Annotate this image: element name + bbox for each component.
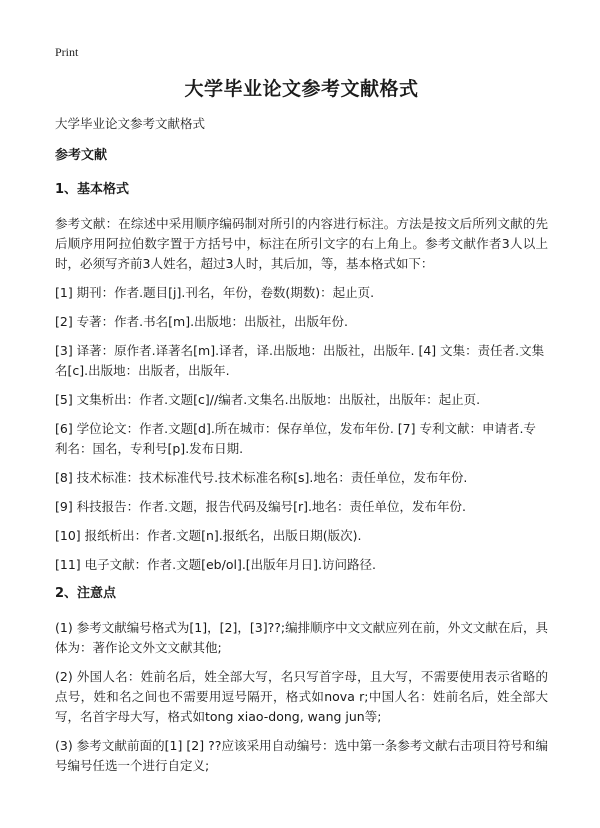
heading-basic-format: 1、基本格式: [55, 182, 130, 197]
reference-entry-6: [6] 学位论文：作者.文题[d].所在城市：保存单位，发布年份. [7] 专利文献：申请者.专利名：国名，专利号[p].发布日期.: [55, 421, 536, 456]
note-item-3: (3) 参考文献前面的[1] [2] ??应该采用自动编号：选中第一条参考文献右击项目符号和编号编号任选一个进行自定义;: [55, 738, 548, 773]
reference-entry-10: [10] 报纸析出：作者.文题[n].报纸名，出版日期(版次).: [55, 528, 362, 543]
print-label: Print: [55, 45, 79, 59]
reference-entry-5: [5] 文集析出：作者.文题[c]//编者.文集名.出版地：出版社，出版年：起止页.: [55, 392, 481, 407]
reference-entry-1: [1] 期刊：作者.题目[j].刊名，年份，卷数(期数)：起止页.: [55, 285, 375, 300]
document-title: 大学毕业论文参考文献格式: [184, 78, 419, 100]
reference-entry-8: [8] 技术标准：技术标准代号.技术标准名称[s].地名：责任单位，发布年份.: [55, 470, 468, 485]
document-subtitle: 大学毕业论文参考文献格式: [55, 116, 206, 131]
reference-entry-2: [2] 专著：作者.书名[m].出版地：出版社，出版年份.: [55, 314, 349, 329]
section-heading-references: 参考文献: [55, 148, 108, 163]
reference-entry-11: [11] 电子文献：作者.文题[eb/ol].[出版年月日].访问路径.: [55, 557, 376, 572]
heading-notes: 2、注意点: [55, 586, 117, 601]
reference-entry-3: [3] 译著：原作者.译著名[m].译者，译.出版地：出版社，出版年. [4] 文集：责任者.文集名[c].出版地：出版者，出版年.: [55, 343, 545, 378]
note-item-1: (1) 参考文献编号格式为[1]，[2]，[3]??;编排顺序中文文献应列在前，外文文献在后，具体为：著作论文外文文献其他;: [55, 620, 548, 655]
reference-entry-9: [9] 科技报告：作者.文题，报告代码及编号[r].地名：责任单位，发布年份.: [55, 499, 466, 514]
basic-format-intro: 参考文献：在综述中采用顺序编码制对所引的内容进行标注。方法是按文后所列文献的先后顺序用阿拉伯数字置于方括号中，标注在所引文字的右上角上。参考文献作者3人以上时，必须写齐前3人姓名，超过3人时，其后加，等，基本格式如下：: [55, 216, 548, 271]
note-item-2: (2) 外国人名：姓前名后，姓全部大写，名只写首字母，且大写，不需要使用表示省略的点号，姓和名之间也不需要用逗号隔开，格式如nova r;中国人名：姓前名后，姓全部大写，名首字母大写，格式如tong xiao-dong, wang jun等;: [55, 669, 548, 724]
